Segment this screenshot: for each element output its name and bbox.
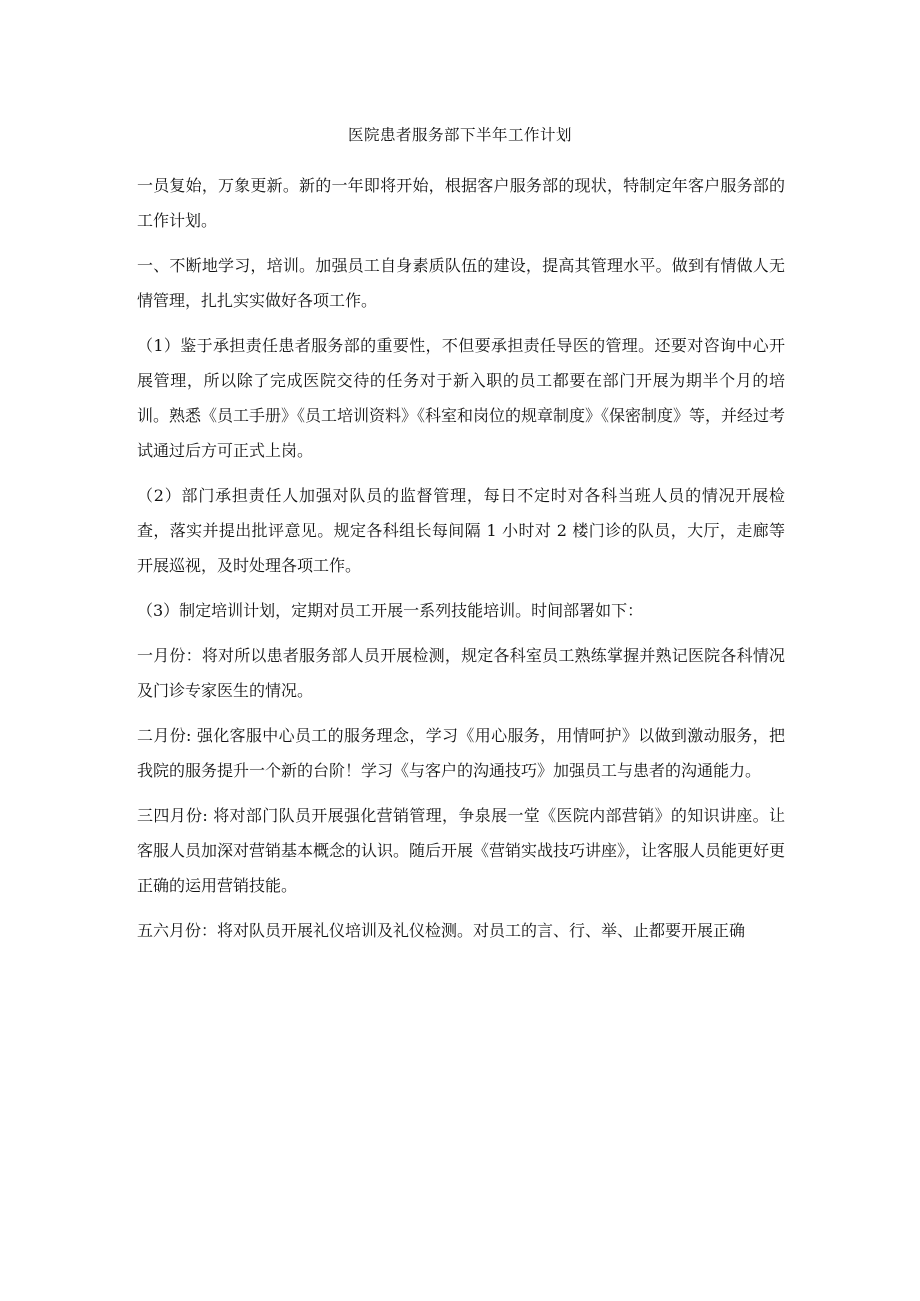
paragraph-march-april: 三四月份: 将对部门队员开展强化营销管理，争泉展一堂《医院内部营销》的知识讲座。让客服人员加深对营销基本概念的认识。随后开展《营销实战技巧讲座》，让客服人员能更好更正确的运用营销技能。 bbox=[137, 806, 786, 895]
document-body bbox=[137, 168, 785, 958]
paragraph-february: 二月份: 强化客服中心员工的服务理念，学习《用心服务，用情呵护》以做到激动服务，把我院的服务提升一个新的台阶！学习《与客户的沟通技巧》加强员工与患者的沟通能力。 bbox=[137, 726, 785, 780]
paragraph-january: 一月份：将对所以患者服务部人员开展检测，规定各科室员工熟练掌握并熟记医院各科情况及门诊专家医生的情况。 bbox=[137, 646, 785, 700]
paragraph-item-2: （2）部门承担责任人加强对队员的监督管理，每日不定时对各科当班人员的情况开展检查，落实并提出批评意见。规定各科组长每间隔 1 小时对 2 楼门诊的队员，大厅，走廊等开展巡视，及时处理各项工作。 bbox=[137, 486, 785, 575]
paragraph-may-june: 五六月份：将对队员开展礼仪培训及礼仪检测。对员工的言、行、举、止都要开展正确 bbox=[137, 921, 746, 940]
paragraph-item-1: （1）鉴于承担责任患者服务部的重要性，不但要承担责任导医的管理。还要对咨询中心开展管理，所以除了完成医院交待的任务对于新入职的员工都要在部门开展为期半个月的培训。熟悉《员工手册》《员工培训资料》《科室和岗位的规章制度》《保密制度》等，并经过考试通过后方可正式上岗。 bbox=[137, 336, 786, 460]
paragraph-intro: 一员复始，万象更新。新的一年即将开始，根据客户服务部的现状，特制定年客户服务部的工作计划。 bbox=[137, 176, 785, 230]
document-title: 医院患者服务部下半年工作计划 bbox=[347, 126, 572, 144]
paragraph-item-3: （3）制定培训计划，定期对员工开展一系列技能培训。时间部署如下： bbox=[137, 601, 644, 620]
paragraph-section-1: 一、不断地学习，培训。加强员工自身素质队伍的建设，提高其管理水平。做到有情做人无情管理，扎扎实实做好各项工作。 bbox=[137, 256, 785, 310]
